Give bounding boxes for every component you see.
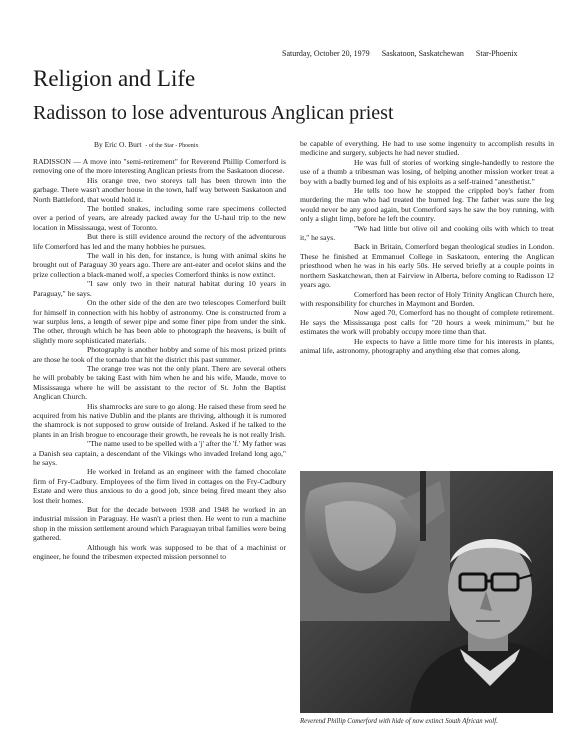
paragraph: Photography is another hobby and some of his most prized prints are those he took of the tornado that hit the district this past summer. [33, 345, 286, 364]
paragraph: The wall in his den, for instance, is hung with animal skins he brought out of Paraguay 30 years ago. There are ant-eater and ocelot skins and the prize collection a black-maned wolf, a species Comerford thinks is now extinct. [33, 251, 286, 279]
paragraph: Now aged 70, Comerford has no thought of complete retirement. He says the Mississauga post calls for "20 hours a week minimum," but he estimates the work will probably occupy more time than that. [300, 308, 554, 337]
paragraph: His orange tree, two storeys tall has been thrown into the garbage. There wasn't another house in the town, half way between Saskatoon and North Battleford, that would hold it. [33, 175, 286, 204]
paragraph: His shamrocks are sure to go along. He raised these from seed he acquired from his native Dublin and the plants are thriving, although it is rumored the shamrock is not supposed to grow outside of Ireland. Asked if he talked to the plants in an Irish brogue to encourage their growth, he reveals he is not really Irish. [33, 401, 286, 439]
paragraph: Back in Britain, Comerford began theological studies in London. These he finished at Emmanuel College in Saskatoon, entering the Anglican priesthood when he was in his early 50s. He served briefly at a couple points in northern Saskatchewan, then at Fairview in Alberta, before coming to Radisson 12 years ago. [300, 242, 554, 290]
paragraph: Comerford has been rector of Holy Trinity Anglican Church here, with responsibility for churches in Maymont and Borden. [300, 289, 554, 308]
headline: Radisson to lose adventurous Anglican priest [33, 102, 394, 124]
paragraph: On the other side of the den are two telescopes Comerford built for himself in connection with his hobby of astronomy. One is constructed from a war surplus lens, a length of sewer pipe and some finer pipe from under the sink. The other, through which he has been able to photograph the heavens, is built of slightly more sophisticated materials. [33, 298, 286, 345]
byline-author: By Eric O. Burt [94, 140, 142, 149]
section-title: Religion and Life [33, 66, 196, 91]
paragraph: Although his work was supposed to be that of a machinist or engineer, he found the tribesmen expected mission personnel to [33, 542, 286, 562]
paragraph: "I saw only two in their natural habitat during 10 years in Paraguay," he says. [33, 279, 286, 298]
paragraph: be capable of everything. He had to use some ingenuity to accomplish results in medicine and surgery, subjects he had never studied. [300, 139, 554, 158]
article-column-right [300, 139, 554, 465]
date: Saturday, October 20, 1979 [282, 49, 370, 58]
paragraph: RADISSON — A move into "semi-retirement" for Reverend Phillip Comerford is removing one of the more interesting Anglican priests from the Saskatoon diocese. [33, 157, 286, 176]
photo-caption: Reverend Phillip Comerford with hide of now extinct South African wolf. [300, 718, 498, 725]
photo [300, 471, 553, 713]
byline-source: - of the Star - Phoenix [145, 143, 199, 149]
dateline [282, 49, 552, 58]
paragraph: The bottled snakes, including some rare specimens collected over a period of years, are already packed away for the U-haul trip to the new location in Mississauga, west of Toronto. [33, 204, 286, 232]
paragraph: "We had little but olive oil and cooking oils with which to treat it," he says. [300, 223, 554, 243]
paragraph: The orange tree was not the only plant. There are several others he will probably be taking East with him when he and his wife, Maude, move to Mississauga where he will be assistant to the rector of St. John the Baptist Anglican Church. [33, 363, 286, 402]
byline [94, 140, 198, 149]
article-column-left [33, 157, 286, 732]
paragraph: But for the decade between 1938 and 1948 he worked in an industrial mission in Paraguay. He wasn't a priest then. He went to run a machine shop in the mission settlement around which Paraguayan tribal families were being gathered. [33, 505, 286, 543]
paragraph: He expects to have a little more time for his interests in plants, animal life, astronomy, photography and anything else that comes along. [300, 336, 554, 355]
paper-name: Star-Phoenix [475, 49, 518, 58]
portrait-photo [300, 471, 553, 713]
place: Saskatoon, Saskatchewan [381, 49, 464, 58]
paragraph: He was full of stories of working single-handedly to restore the use of a thumb a tribesman was losing, of helping another mission worker treat a boy with a badly burned leg and of his exploits as a self-trained "anesthetist." [300, 157, 554, 186]
paragraph: But there is still evidence around the rectory of the adventurous life Comerford has led and the many hobbies he pursues. [33, 232, 286, 251]
paragraph: He tells too how he stopped the crippled boy's father from murdering the man who had treated the burned leg. The father was sure the leg would never be any good again, but Comerford says he saw the boy running, with only a slight limp, before he left the country. [300, 186, 554, 224]
paragraph: He worked in Ireland as an engineer with the famed chocolate firm of Fry-Cadbury. Employees of the firm lived in cottages on the Fry-Cadbury Estate and were thus anxious to do a good job, since being fired meant they also lost their homes. [33, 467, 286, 505]
paragraph: "The name used to be spelled with a 'j' after the 'f.' My father was a Danish sea captain, a descendant of the Vikings who invaded Ireland long ago," he says. [33, 439, 286, 467]
